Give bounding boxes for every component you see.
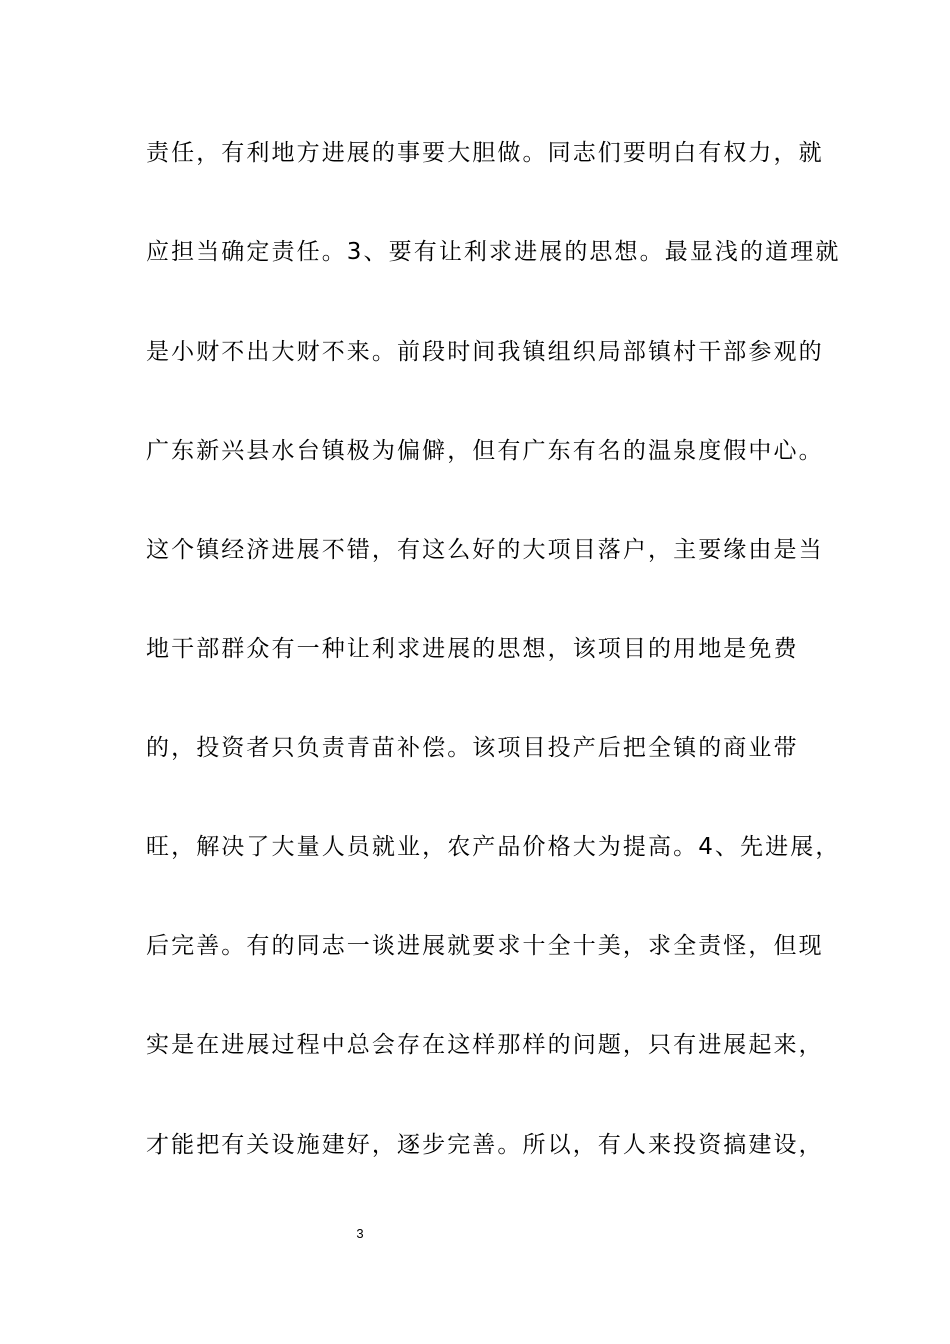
- body-text-line: 旺，解决了大量人员就业，农产品价格大为提高。4、先进展，: [146, 834, 841, 860]
- page-number: 3: [356, 1226, 364, 1241]
- body-text-line: 地干部群众有一种让利求进展的思想，该项目的用地是免费: [146, 636, 799, 662]
- body-text-line: 才能把有关设施建好，逐步完善。所以，有人来投资搞建设，: [146, 1132, 824, 1158]
- body-text-line: 责任，有利地方进展的事要大胆做。同志们要明白有权力，就: [146, 140, 824, 166]
- body-text-line: 实是在进展过程中总会存在这样那样的问题，只有进展起来，: [146, 1032, 824, 1058]
- body-text-line: 应担当确定责任。3、要有让利求进展的思想。最显浅的道理就: [146, 239, 841, 265]
- body-text-line: 是小财不出大财不来。前段时间我镇组织局部镇村干部参观的: [146, 339, 824, 365]
- body-text-line: 广东新兴县水台镇极为偏僻，但有广东有名的温泉度假中心。: [146, 438, 824, 464]
- body-text-line: 的，投资者只负责青苗补偿。该项目投产后把全镇的商业带: [146, 735, 799, 761]
- body-text-line: 后完善。有的同志一谈进展就要求十全十美，求全责怪，但现: [146, 933, 824, 959]
- body-text-line: 这个镇经济进展不错，有这么好的大项目落户，主要缘由是当: [146, 537, 824, 563]
